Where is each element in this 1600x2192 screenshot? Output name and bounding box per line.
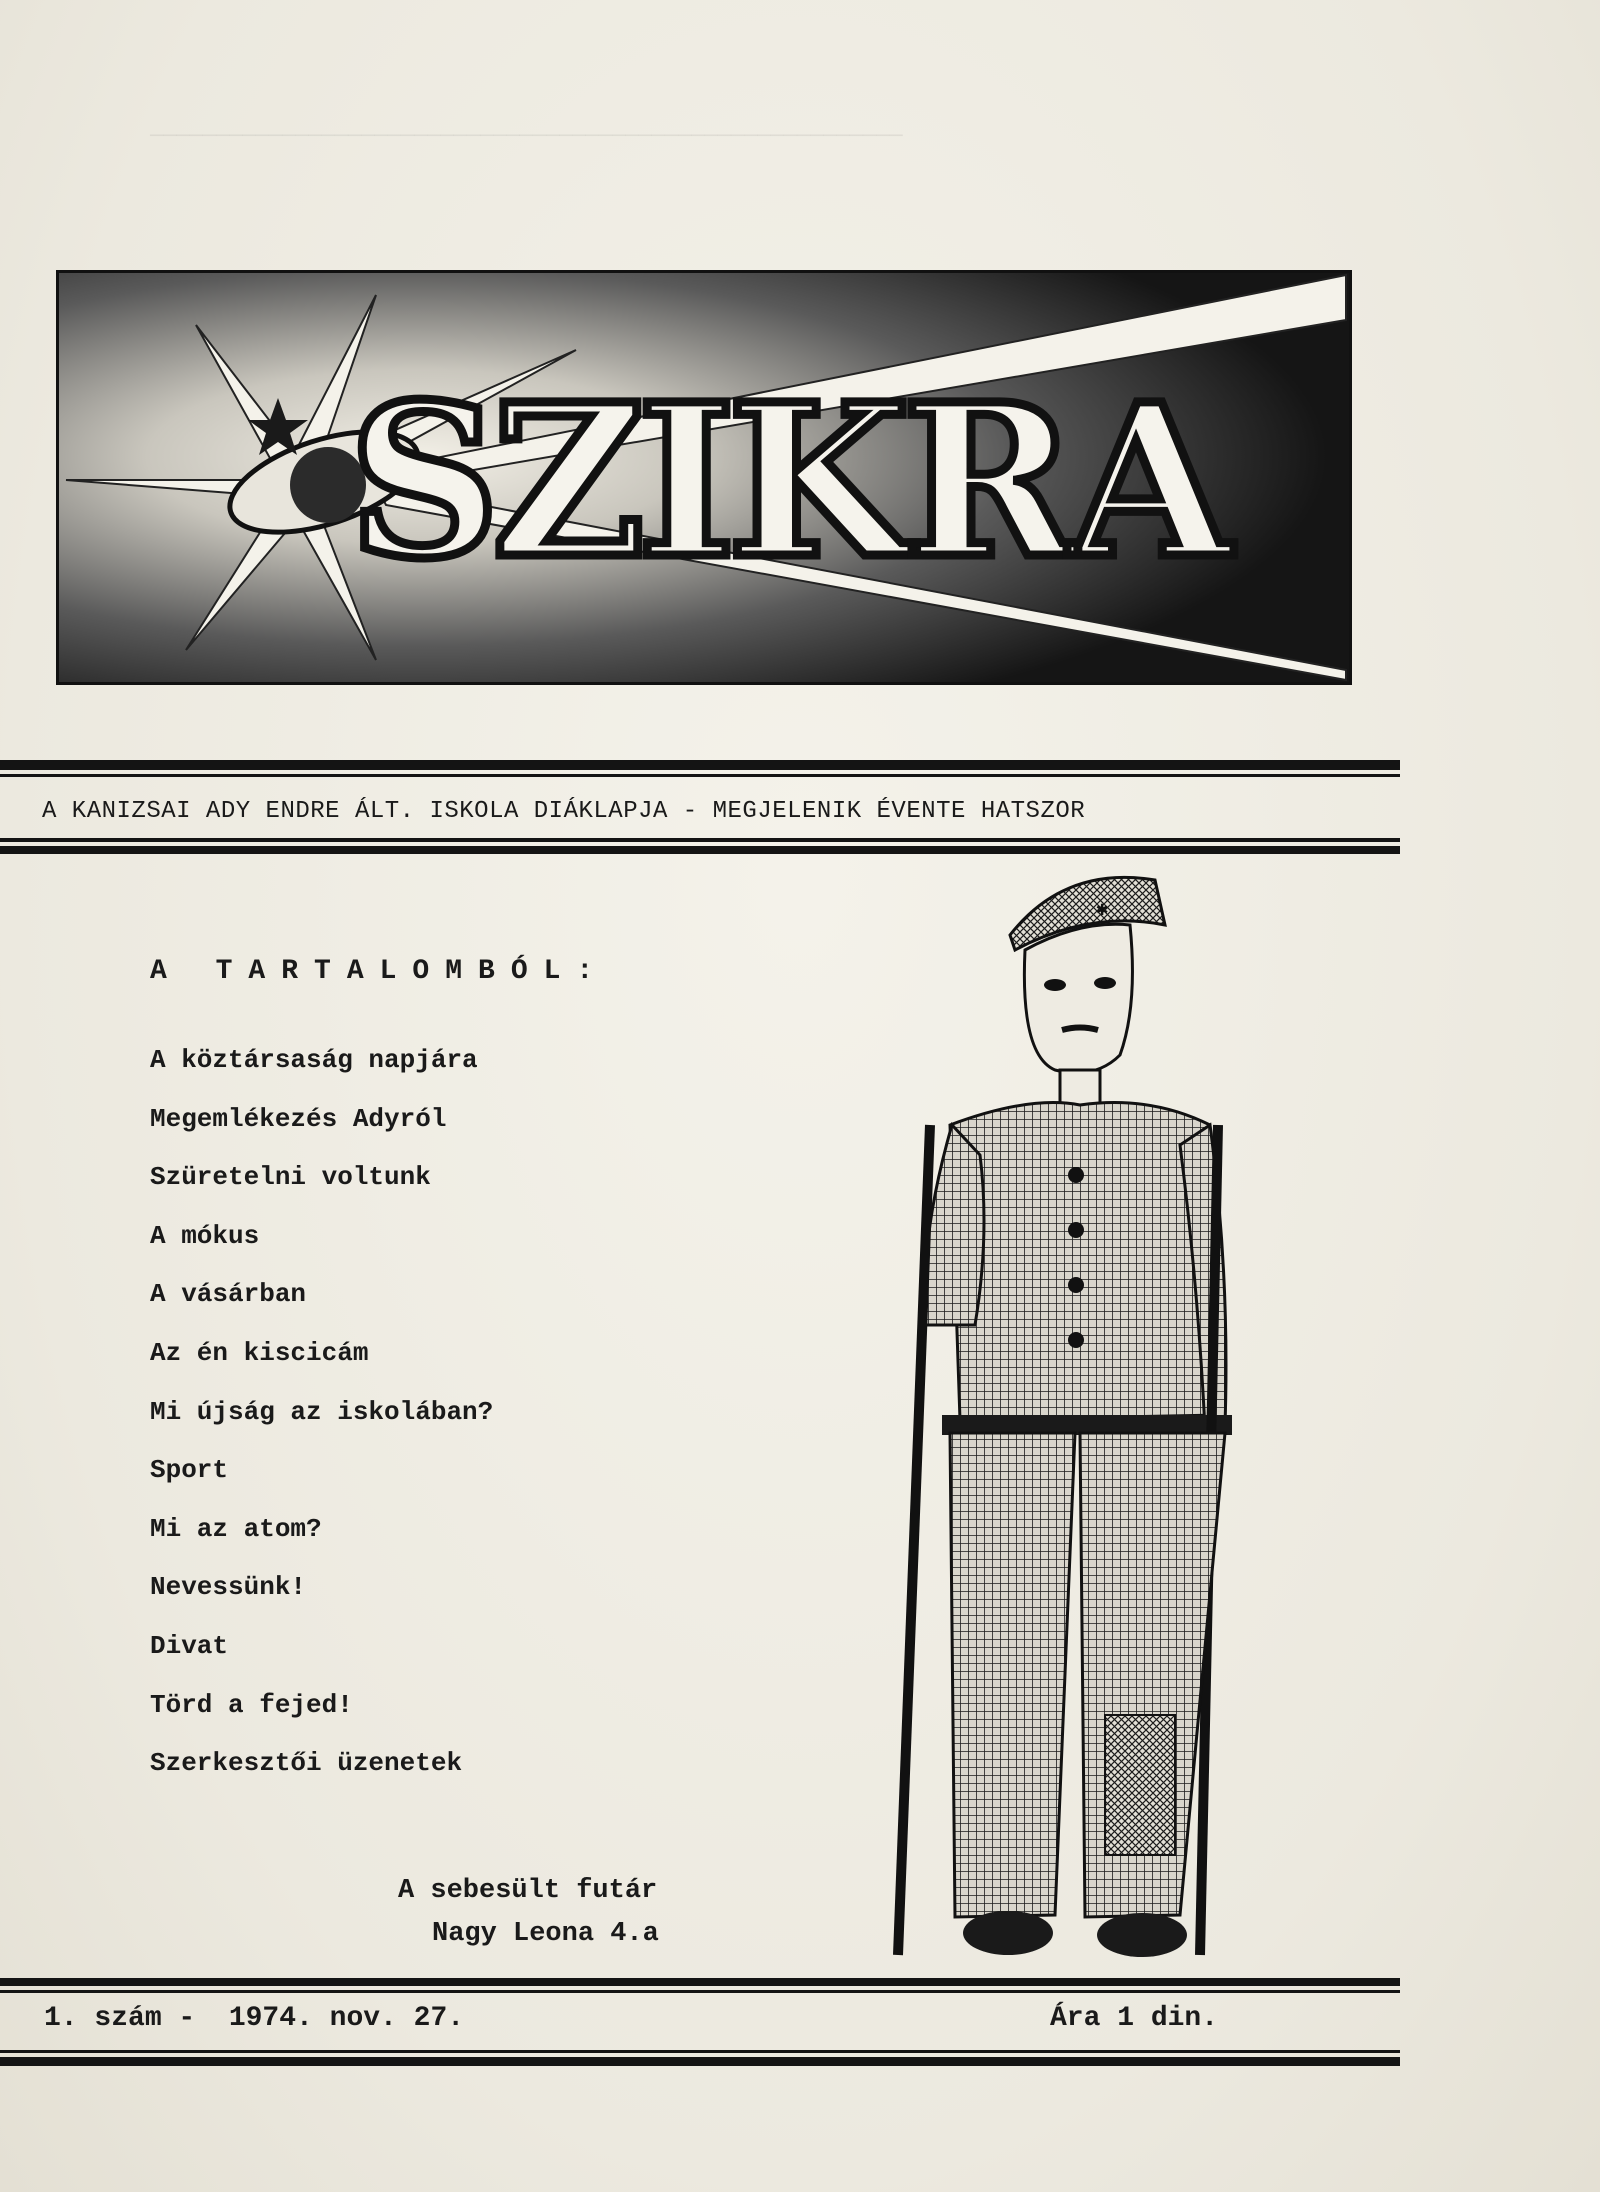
rule-bottom-footer [0,2050,1400,2053]
contents-item: Sport [150,1455,229,1486]
contents-heading: A TARTALOMBÓL: [150,956,610,987]
masthead-logo: SZIKRA [348,358,1224,605]
rule-bottom-subtitle [0,838,1400,842]
contents-item: Mi az atom? [150,1513,322,1544]
masthead-banner [56,270,1352,685]
contents-list [150,1040,493,1802]
illustration-caption-author: Nagy Leona 4.a [432,1919,659,1949]
illustration-caption-title: A sebesült futár [398,1876,658,1906]
contents-item: Szüretelni voltunk [150,1162,431,1193]
rule-top-footer [0,1978,1400,1986]
soldier-illustration [880,855,1240,1985]
bleed-through-text: ───────────────────────────────────────────────────────── [150,124,903,149]
masthead-subtitle: A KANIZSAI ADY ENDRE ÁLT. ISKOLA DIÁKLAPJA - MEGJELENIK ÉVENTE HATSZOR [42,798,1086,825]
contents-item: Szerkesztői üzenetek [150,1748,463,1779]
contents-item: Az én kiscicám [150,1337,369,1368]
contents-item: A vásárban [150,1279,307,1310]
contents-item: Nevessünk! [150,1572,307,1603]
contents-item: A mókus [150,1220,260,1251]
rule-top-subtitle-thin [0,774,1400,777]
contents-item: A köztársaság napjára [150,1045,478,1075]
rule-bottom-footer-thick [0,2057,1400,2066]
cap-star-icon: ✱ [1095,899,1109,922]
contents-item: Törd a fejed! [150,1689,353,1720]
rule-top-footer-thin [0,1990,1400,1993]
issue-price: Ára 1 din. [1050,2003,1219,2034]
rule-top-subtitle [0,760,1400,770]
contents-item: Divat [150,1630,229,1661]
contents-item: Mi újság az iskolában? [150,1396,494,1427]
contents-item: Megemlékezés Adyról [150,1103,447,1134]
rule-bottom-subtitle-thick [0,846,1400,854]
issue-number-date: 1. szám - 1974. nov. 27. [44,2003,465,2034]
